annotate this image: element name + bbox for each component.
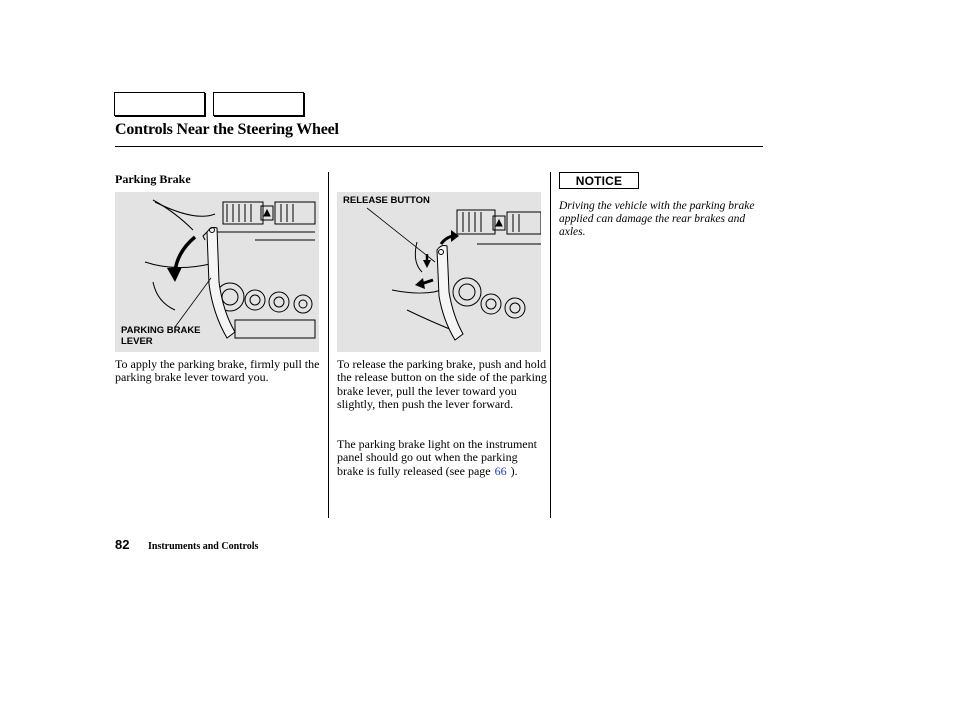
brake-light-text-end: ). — [510, 463, 518, 478]
column-divider — [328, 172, 329, 518]
parking-brake-release-illustration — [337, 192, 541, 352]
release-button-drawing — [337, 192, 541, 352]
release-brake-paragraph: To release the parking brake, push and hold the release button on the side of the parking brake lever, pull the lever toward you slightly, then push the lever forward. — [337, 357, 547, 412]
brake-light-paragraph — [337, 438, 547, 478]
notice-text: Driving the vehicle with the parking brake applied can damage the rear brakes and axles. — [559, 200, 755, 238]
page-title: Controls Near the Steering Wheel — [115, 121, 339, 138]
nav-tab-box[interactable] — [114, 92, 205, 116]
release-button-label: RELEASE BUTTON — [343, 195, 430, 206]
title-divider — [115, 146, 763, 147]
page-66-link[interactable]: 66 — [494, 463, 507, 478]
section-heading: Parking Brake — [115, 172, 191, 186]
notice-badge: NOTICE — [559, 172, 639, 189]
parking-brake-apply-illustration — [115, 192, 319, 352]
brake-light-text: The parking brake light on the instrument panel should go out when the parking brake is fully released (see page — [337, 437, 537, 478]
parking-brake-lever-label: PARKING BRAKE LEVER — [121, 325, 201, 347]
footer-section-title: Instruments and Controls — [148, 541, 259, 552]
apply-brake-paragraph: To apply the parking brake, firmly pull the parking brake lever toward you. — [115, 357, 320, 385]
column-divider — [550, 172, 551, 518]
page-number: 82 — [115, 537, 130, 552]
nav-tab-box[interactable] — [213, 92, 304, 116]
